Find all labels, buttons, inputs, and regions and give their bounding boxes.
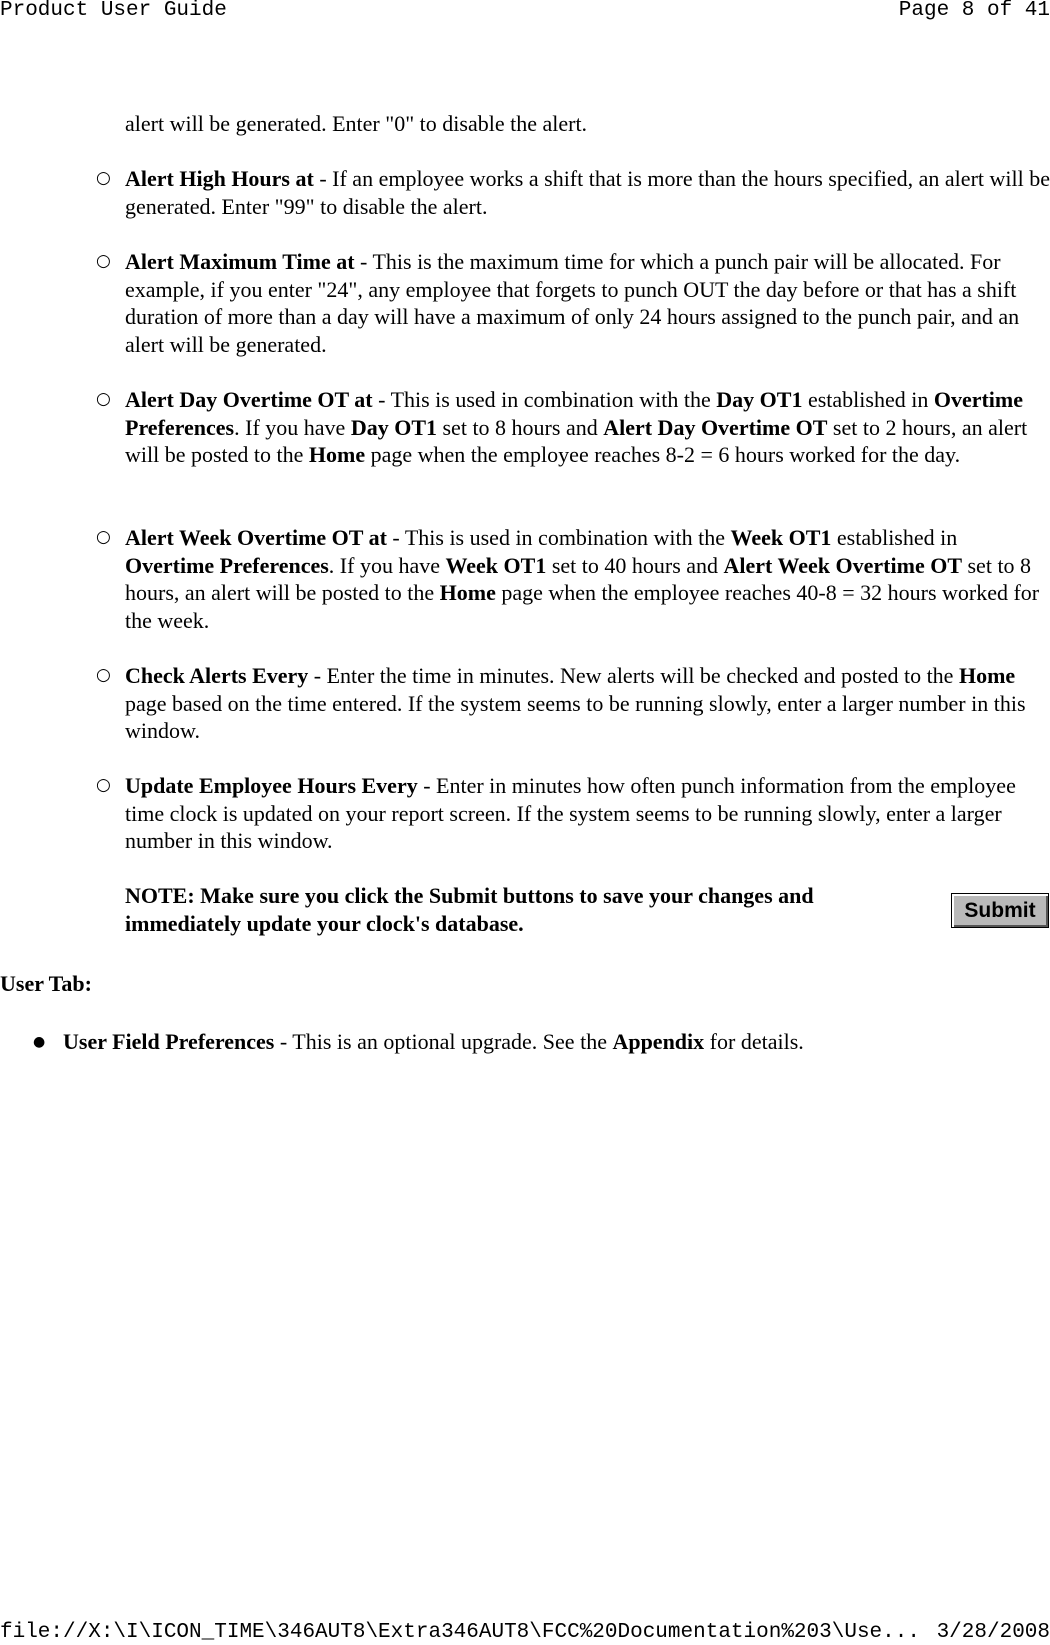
text-run: set to 8 hours and — [437, 414, 604, 440]
bold-term: Alert Day Overtime OT at — [125, 387, 373, 412]
bold-term: Update Employee Hours Every — [125, 773, 418, 798]
bold-term: Day OT1 — [716, 387, 803, 412]
list-item-text — [125, 773, 1016, 853]
continuation-text: alert will be generated. Enter "0" to disable the alert. — [125, 111, 588, 136]
hollow-bullet-icon: ○ — [96, 775, 111, 795]
bold-term: Home — [308, 442, 366, 467]
bold-term: Week OT1 — [730, 525, 832, 550]
list-item-text — [63, 1029, 804, 1054]
list-item-user-field-preferences — [33, 1028, 1050, 1056]
solid-bullet-icon: ● — [33, 1034, 46, 1050]
list-item-alert-maximum-time — [96, 248, 1050, 358]
footer-date: 3/28/2008 — [936, 1621, 1050, 1644]
list-item-update-employee-hours — [96, 772, 1050, 855]
bold-term: Day OT1 — [350, 414, 437, 440]
text-run: - This is used in combination with the — [372, 387, 717, 412]
list-item-text — [125, 525, 1039, 633]
header-title: Product User Guide — [0, 0, 227, 22]
text-run: - This is used in combination with the — [386, 525, 731, 550]
text-run: for details. — [704, 1029, 804, 1054]
bold-term: Home — [958, 663, 1016, 688]
list-item-text — [125, 663, 1026, 743]
bold-term: Home — [439, 580, 496, 605]
text-run: . If you have — [234, 414, 351, 440]
text-run: set to 2 hours, an alert will be posted to the — [125, 414, 1028, 467]
hollow-bullet-icon: ○ — [96, 527, 111, 547]
submit-note: NOTE: Make sure you click the Submit buttons to save your changes and immediately update your clock's database. — [125, 883, 814, 936]
text-run: page when the employee reaches 40-8 = 32 hours worked for the week. — [125, 580, 1040, 633]
list-item-text — [125, 166, 1050, 219]
text-run: - This is the maximum time for which a punch pair will be allocated. For example, if you enter "24", any employee that forgets to punch OUT the day before or that has a shift duration of more than a day will have a maximum of only 24 hours assigned to the punch pair, and an alert will be generated. — [125, 249, 1020, 357]
list-item-text — [125, 387, 1027, 467]
text-run: established in — [831, 525, 958, 550]
text-run: set to 8 hours, an alert will be posted to the — [125, 552, 1032, 605]
hollow-bullet-icon: ○ — [96, 251, 111, 271]
footer-file-path: file://X:\I\ICON_TIME\346AUT8\Extra346AUT8\FCC%20Documentation%203\Use... — [0, 1621, 920, 1644]
text-run: - If an employee works a shift that is more than the hours specified, an alert will be generated. Enter "99" to disable the alert. — [125, 166, 1050, 219]
text-run: set to 40 hours and — [546, 552, 724, 578]
text-run: - This is an optional upgrade. See the — [274, 1029, 613, 1054]
text-run: page based on the time entered. If the system seems to be running slowly, enter a larger number in this window. — [125, 690, 1026, 743]
list-item-text — [125, 249, 1019, 357]
text-run: established in — [802, 387, 934, 412]
text-run: - Enter in minutes how often punch information from the employee time clock is updated on your report screen. If the system seems to be running slowly, enter a larger number in this window. — [125, 773, 1016, 853]
hollow-bullet-icon: ○ — [96, 665, 111, 685]
bold-term: Alert Maximum Time at — [125, 249, 355, 274]
list-item-alert-high-hours — [96, 165, 1050, 220]
hollow-bullet-icon: ○ — [96, 389, 111, 409]
bold-term: Alert Week Overtime OT — [723, 552, 962, 578]
bold-term: Week OT1 — [445, 552, 547, 578]
hollow-bullet-icon: ○ — [96, 168, 111, 188]
bold-term: Overtime Preferences — [125, 552, 329, 578]
text-run: page when the employee reaches 8-2 = 6 hours worked for the day. — [365, 442, 961, 467]
text-run: - Enter the time in minutes. New alerts will be checked and posted to the — [308, 663, 959, 688]
bold-term: User Field Preferences — [63, 1029, 275, 1054]
user-tab-heading: User Tab: — [0, 971, 92, 996]
bold-term: Check Alerts Every — [125, 663, 309, 688]
page-number: Page 8 of 41 — [898, 0, 1050, 22]
submit-button[interactable]: Submit — [951, 893, 1049, 928]
list-item-check-alerts-every — [96, 662, 1050, 745]
bold-term: Alert Week Overtime OT at — [125, 525, 387, 550]
text-run: . If you have — [328, 552, 446, 578]
bold-term: Overtime Preferences — [125, 387, 1023, 440]
bold-term: Appendix — [612, 1029, 705, 1054]
list-item-alert-day-overtime — [96, 386, 1050, 469]
bold-term: Alert Day Overtime OT — [603, 414, 828, 440]
list-item-alert-week-overtime — [96, 524, 1050, 634]
bold-term: Alert High Hours at — [125, 166, 314, 191]
